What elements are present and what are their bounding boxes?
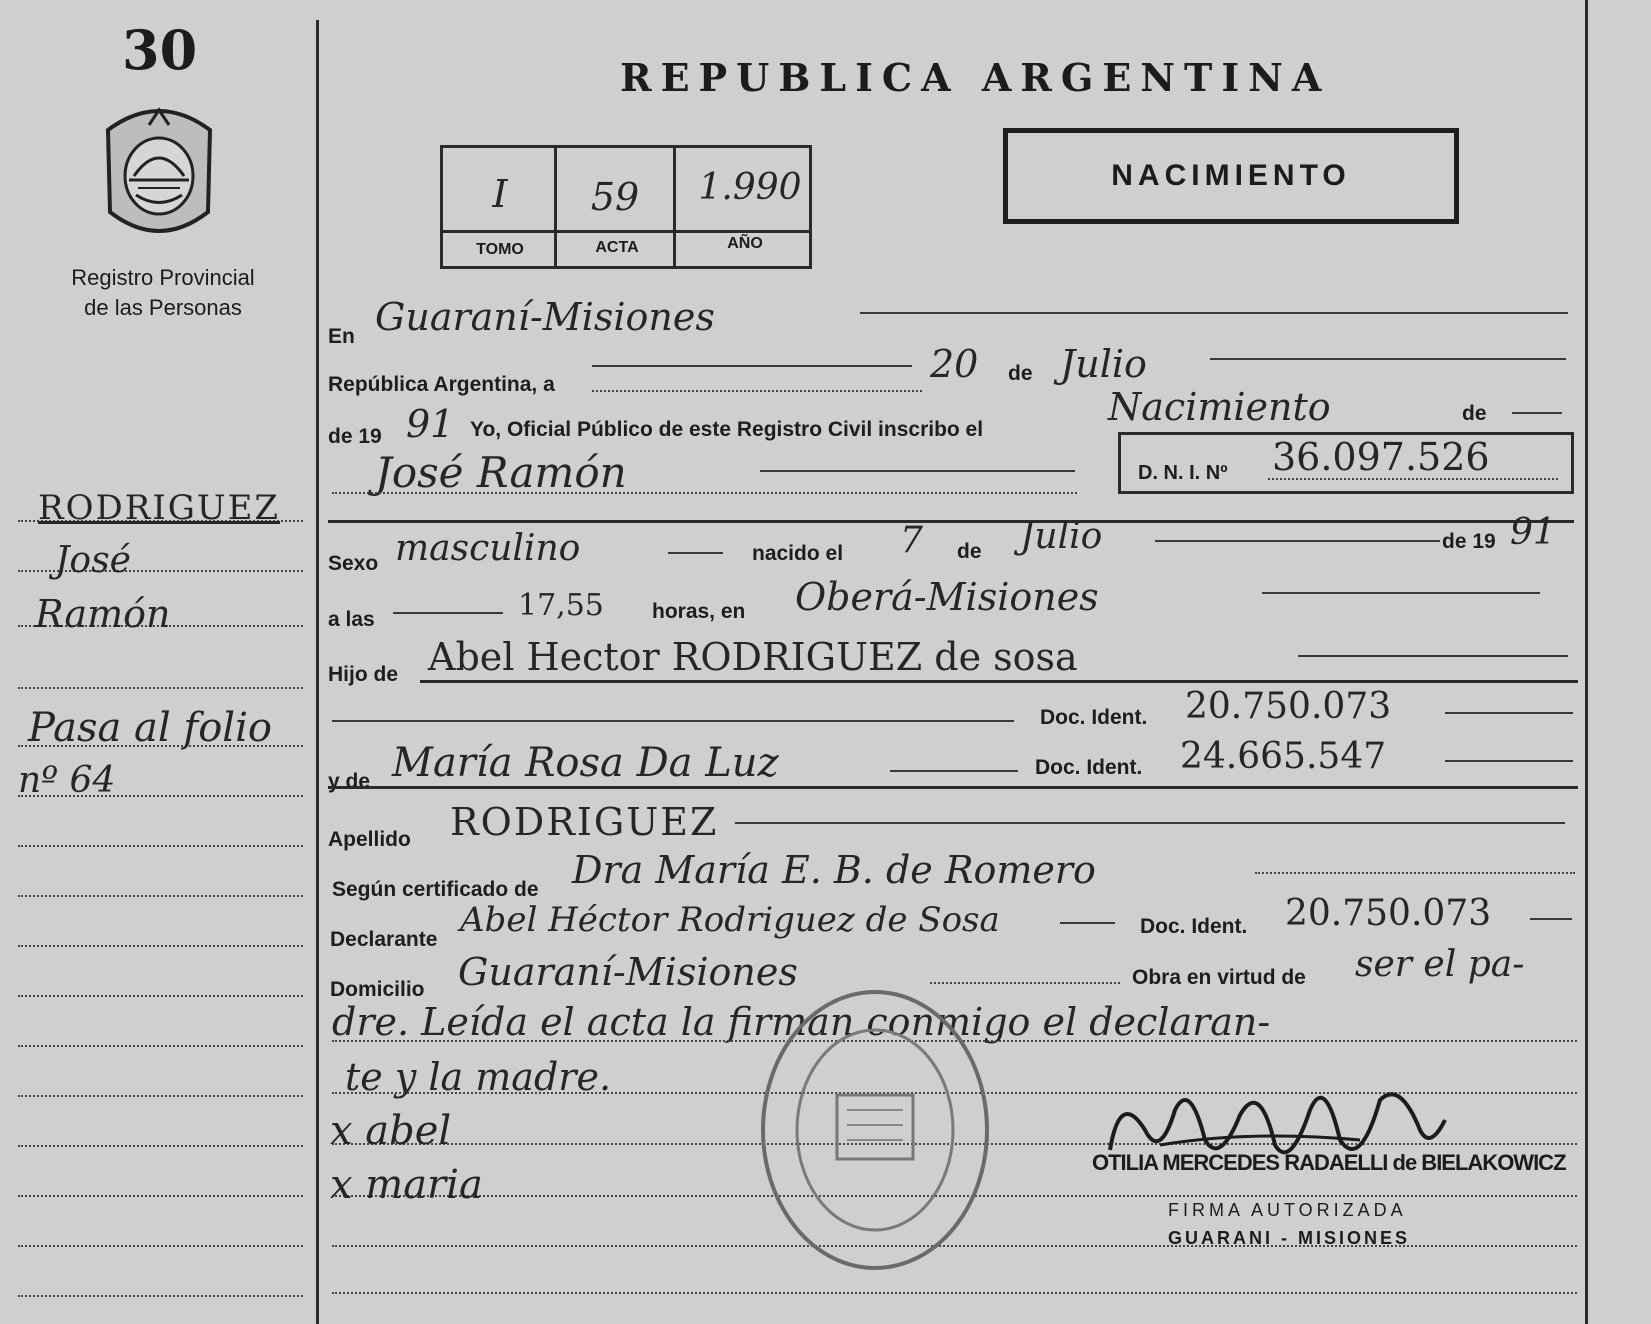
ano-value: 1.990 [698,167,802,208]
country-title: REPUBLICA ARGENTINA [620,55,1331,100]
de19-label-2: de 19 [1442,530,1496,553]
fill-line [1530,918,1572,920]
acta-label: ACTA [595,239,639,256]
margin-rule [18,1245,303,1247]
fill-line [860,312,1568,314]
margin-rule [18,945,303,947]
registry-title-line2: de las Personas [84,295,242,320]
registry-stamp-icon [755,985,995,1275]
margin-rule [18,1295,303,1297]
fill-line [592,365,912,367]
apellido-label: Apellido [328,828,411,851]
margin-note-1: Pasa al folio [28,705,272,751]
column-divider [316,20,319,1324]
yo-text: Yo, Oficial Público de este Registro Civil inscribo el [470,418,984,441]
margin-surname: RODRIGUEZ [38,488,281,528]
de-label-2: de [1462,402,1487,425]
child-name: José Ramón [375,448,627,497]
margin-name-1: José [55,540,131,581]
fill-line [668,552,723,554]
hora-value: 17,55 [518,588,604,623]
dni-label: D. N. I. Nº [1138,462,1228,484]
margin-rule [18,895,303,897]
declarante-doc: 20.750.073 [1285,893,1492,934]
year-suffix: 91 [406,402,455,446]
margin-rule [18,1145,303,1147]
signature-mother: x maria [330,1162,483,1208]
republica-label: República Argentina, a [328,373,555,396]
section-rule [328,786,1578,789]
fill-line [1262,592,1540,594]
text-line-1: dre. Leída el acta la firman conmigo el declaran- [332,1000,1271,1044]
fill-line [1268,478,1558,480]
obra-value: ser el pa- [1355,944,1525,985]
margin-name-2: Ramón [35,592,171,636]
margin-rule [18,1195,303,1197]
official-title-2: GUARANI - MISIONES [1168,1228,1411,1248]
declarante-label: Declarante [330,928,438,951]
official-name: OTILIA MERCEDES RADAELLI de BIELAKOWICZ [1092,1150,1566,1175]
inscribe-value: Nacimiento [1108,385,1331,429]
signature-father: x abel [330,1108,452,1154]
official-title-1: FIRMA AUTORIZADA [1168,1200,1407,1220]
mother-name: María Rosa Da Luz [392,740,779,786]
horas-en-label: horas, en [652,600,746,623]
margin-rule [18,1045,303,1047]
birth-year-suffix: 91 [1510,512,1556,553]
act-type: NACIMIENTO [1111,159,1351,192]
fill-line [1060,922,1115,924]
table-divider [440,230,812,233]
domicilio-value: Guaraní-Misiones [458,950,798,994]
fill-line [332,1292,1577,1294]
ano-label: AÑO [727,235,763,252]
a-las-label: a las [328,608,375,631]
section-rule [420,680,1578,683]
nacido-label: nacido el [752,542,844,565]
fill-line [890,770,1018,772]
month-value: Julio [1060,342,1147,386]
tomo-value: I [492,172,508,216]
page-number: 30 [122,18,198,82]
section-rule [328,520,1574,523]
mother-doc: 24.665.547 [1180,736,1387,777]
apellido-value: RODRIGUEZ [450,800,719,844]
fill-line [592,390,922,392]
text-line-2: te y la madre. [345,1055,612,1099]
segun-label: Según certificado de [332,878,539,901]
fill-line [1255,872,1575,874]
fill-line [1155,540,1440,542]
fill-line [1298,655,1568,657]
fill-line [760,470,1075,472]
father-name: Abel Hector RODRIGUEZ de sosa [428,635,1078,679]
margin-rule [18,1095,303,1097]
sexo-label: Sexo [328,552,379,575]
certificado-value: Dra María E. B. de Romero [572,848,1096,892]
fill-line [332,720,1014,722]
fill-line [1210,358,1566,360]
table-divider [673,145,676,269]
doc-ident-label-1: Doc. Ident. [1040,706,1148,729]
fill-line [332,492,1077,494]
fill-line [1445,712,1573,714]
fill-line [735,822,1565,824]
provincial-seal-icon [94,100,224,240]
page-right-edge [1585,0,1588,1324]
en-label: En [328,325,355,348]
acta-value: 59 [590,175,640,219]
doc-ident-label-3: Doc. Ident. [1140,915,1248,938]
declarante-value: Abel Héctor Rodriguez de Sosa [460,900,1000,940]
de-label-3: de [957,540,982,563]
sexo-value: masculino [395,528,581,569]
registry-title-line1: Registro Provincial [71,265,255,290]
dni-value: 36.097.526 [1272,435,1490,479]
place-value: Guaraní-Misiones [375,295,715,339]
hijo-label: Hijo de [328,663,399,686]
fill-line [1512,412,1562,414]
father-doc: 20.750.073 [1185,686,1392,727]
margin-note-2: nº 64 [18,760,116,801]
birth-place: Oberá-Misiones [795,575,1099,619]
birth-day: 7 [900,520,923,561]
de-label-1: de [1008,362,1033,385]
y-de-label: y de [328,770,371,793]
birth-month: Julio [1020,516,1103,557]
day-value: 20 [930,342,979,386]
margin-rule [18,995,303,997]
fill-line [1445,760,1573,762]
margin-rule [18,687,303,689]
tomo-label: TOMO [476,241,524,258]
fill-line [930,982,1120,984]
fill-line [393,612,503,614]
margin-rule [18,845,303,847]
domicilio-label: Domicilio [330,978,425,1001]
obra-label: Obra en virtud de [1132,966,1306,989]
doc-ident-label-2: Doc. Ident. [1035,756,1143,779]
de19-label: de 19 [328,425,382,448]
